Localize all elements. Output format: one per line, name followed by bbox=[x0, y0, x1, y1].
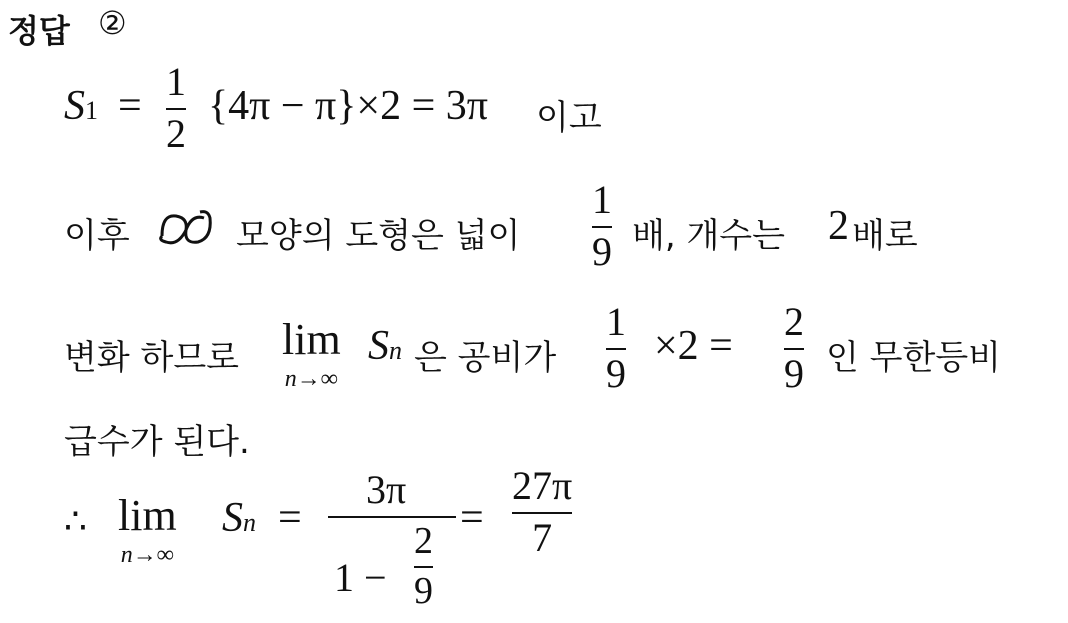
fraction-numerator: 27π bbox=[512, 463, 573, 508]
line2-text-d: 배로 bbox=[852, 216, 918, 256]
fraction-bar bbox=[606, 348, 626, 350]
equals-sign-1: = bbox=[278, 495, 302, 541]
fraction-numerator: 1 bbox=[166, 59, 186, 104]
fraction-one-ninth-ratio bbox=[606, 299, 626, 396]
fraction-one-half bbox=[166, 59, 186, 156]
big-fraction-numerator: 3π bbox=[366, 467, 407, 512]
line3-text-c: 인 무한등비 bbox=[826, 338, 1002, 378]
fraction-numerator: 2 bbox=[414, 520, 433, 562]
fraction-denominator: 2 bbox=[166, 111, 186, 156]
line2-text-b: 모양의 도형은 넓이 bbox=[236, 216, 521, 256]
expression: {4π − π}×2 = 3π bbox=[208, 83, 488, 129]
sn-subscript: n bbox=[243, 508, 256, 537]
line4-text: 급수가 된다. bbox=[64, 422, 250, 462]
fraction-bar bbox=[592, 226, 612, 228]
limit-expression bbox=[282, 315, 341, 393]
limit-expression-final bbox=[118, 491, 177, 569]
times-two-equals: ×2 = bbox=[654, 323, 733, 369]
line3-text-a: 변화 하므로 bbox=[64, 338, 240, 378]
big-fraction-bar bbox=[328, 516, 456, 518]
answer-choice: ② bbox=[98, 4, 127, 42]
result-fraction bbox=[512, 463, 573, 560]
s1-subscript: 1 bbox=[85, 96, 98, 125]
lim-subscript: n→∞ bbox=[284, 366, 338, 392]
lim-word: lim bbox=[282, 315, 341, 364]
line3-text-b: 은 공비가 bbox=[414, 338, 557, 378]
fraction-two-ninths-inner bbox=[414, 522, 433, 610]
sn-symbol: Sn bbox=[368, 323, 402, 369]
line2-text-c: 배, 개수는 bbox=[632, 216, 785, 256]
big-fraction-den-minus: − bbox=[364, 555, 387, 600]
sn-symbol-final: Sn bbox=[222, 495, 256, 541]
fraction-bar bbox=[414, 566, 433, 568]
line1-tail-text: 이고 bbox=[536, 98, 602, 138]
fraction-denominator: 9 bbox=[414, 570, 433, 612]
equals-sign: = bbox=[118, 83, 142, 129]
big-fraction-den-one: 1 bbox=[334, 555, 354, 600]
fraction-denominator: 9 bbox=[592, 229, 612, 274]
sn-subscript: n bbox=[389, 336, 402, 365]
fraction-bar bbox=[512, 512, 572, 514]
fraction-numerator: 1 bbox=[606, 299, 626, 344]
lim-word: lim bbox=[118, 491, 177, 540]
wave-shape-icon bbox=[156, 206, 216, 252]
fraction-two-ninths bbox=[784, 299, 804, 396]
fraction-bar bbox=[166, 108, 186, 110]
fraction-denominator: 7 bbox=[532, 515, 553, 560]
number-two: 2 bbox=[828, 203, 849, 249]
line2-text-a: 이후 bbox=[64, 216, 130, 256]
lim-subscript: n→∞ bbox=[120, 542, 174, 568]
fraction-one-ninth bbox=[592, 177, 612, 274]
s1-symbol: S1 bbox=[64, 83, 98, 129]
fraction-numerator: 1 bbox=[592, 177, 612, 222]
fraction-bar bbox=[784, 348, 804, 350]
therefore-symbol: ∴ bbox=[64, 501, 87, 541]
fraction-numerator: 2 bbox=[784, 299, 804, 344]
equals-sign-2: = bbox=[460, 495, 484, 541]
fraction-denominator: 9 bbox=[606, 351, 626, 396]
answer-label: 정답 bbox=[8, 12, 70, 50]
fraction-denominator: 9 bbox=[784, 351, 804, 396]
